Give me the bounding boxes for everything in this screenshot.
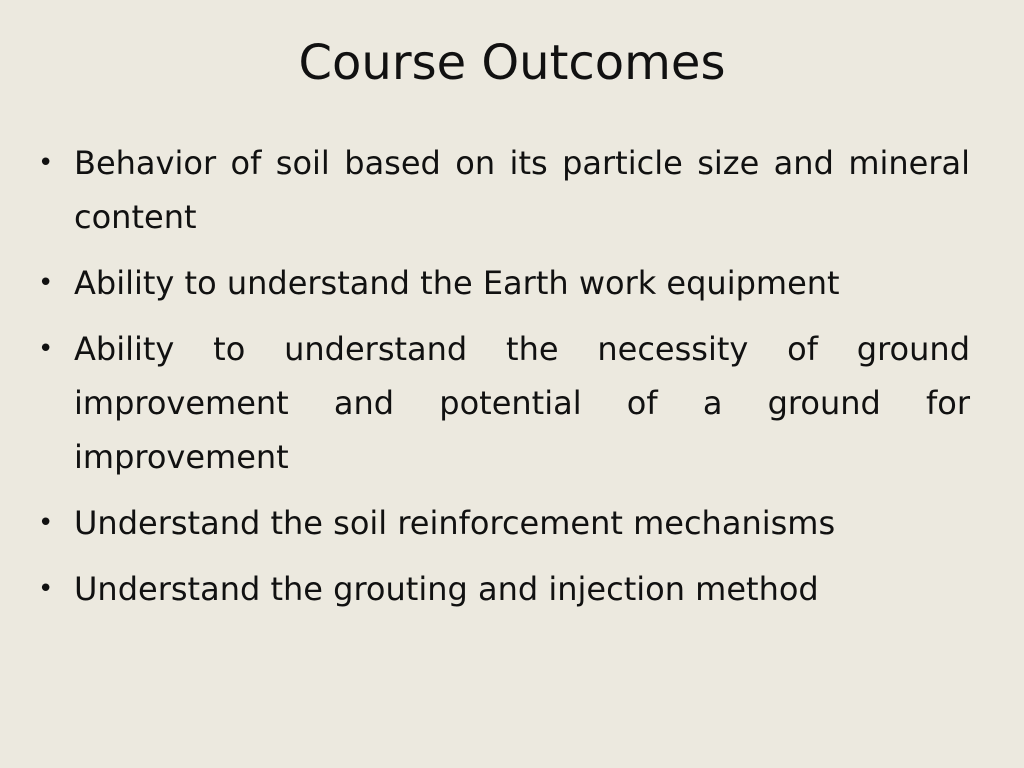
list-item	[34, 136, 970, 244]
list-item	[34, 562, 970, 616]
bullet-icon: •	[38, 574, 54, 604]
slide-title: Course Outcomes	[298, 35, 726, 91]
bullet-icon: •	[38, 148, 54, 178]
list-item-text: Ability to understand the Earth work equipment	[74, 264, 840, 302]
list-item-text: Behavior of soil based on its particle size and mineral content	[74, 144, 970, 236]
list-item	[34, 256, 970, 310]
list-item	[34, 322, 970, 484]
list-item-text: Understand the grouting and injection method	[74, 570, 819, 608]
list-item-text: Understand the soil reinforcement mechanisms	[74, 504, 836, 542]
outcomes-list	[34, 136, 970, 628]
list-item-text: Ability to understand the necessity of ground improvement and potential of a ground for improvement	[74, 330, 970, 476]
bullet-icon: •	[38, 508, 54, 538]
bullet-icon: •	[38, 268, 54, 298]
bullet-icon: •	[38, 334, 54, 364]
list-item	[34, 496, 970, 550]
